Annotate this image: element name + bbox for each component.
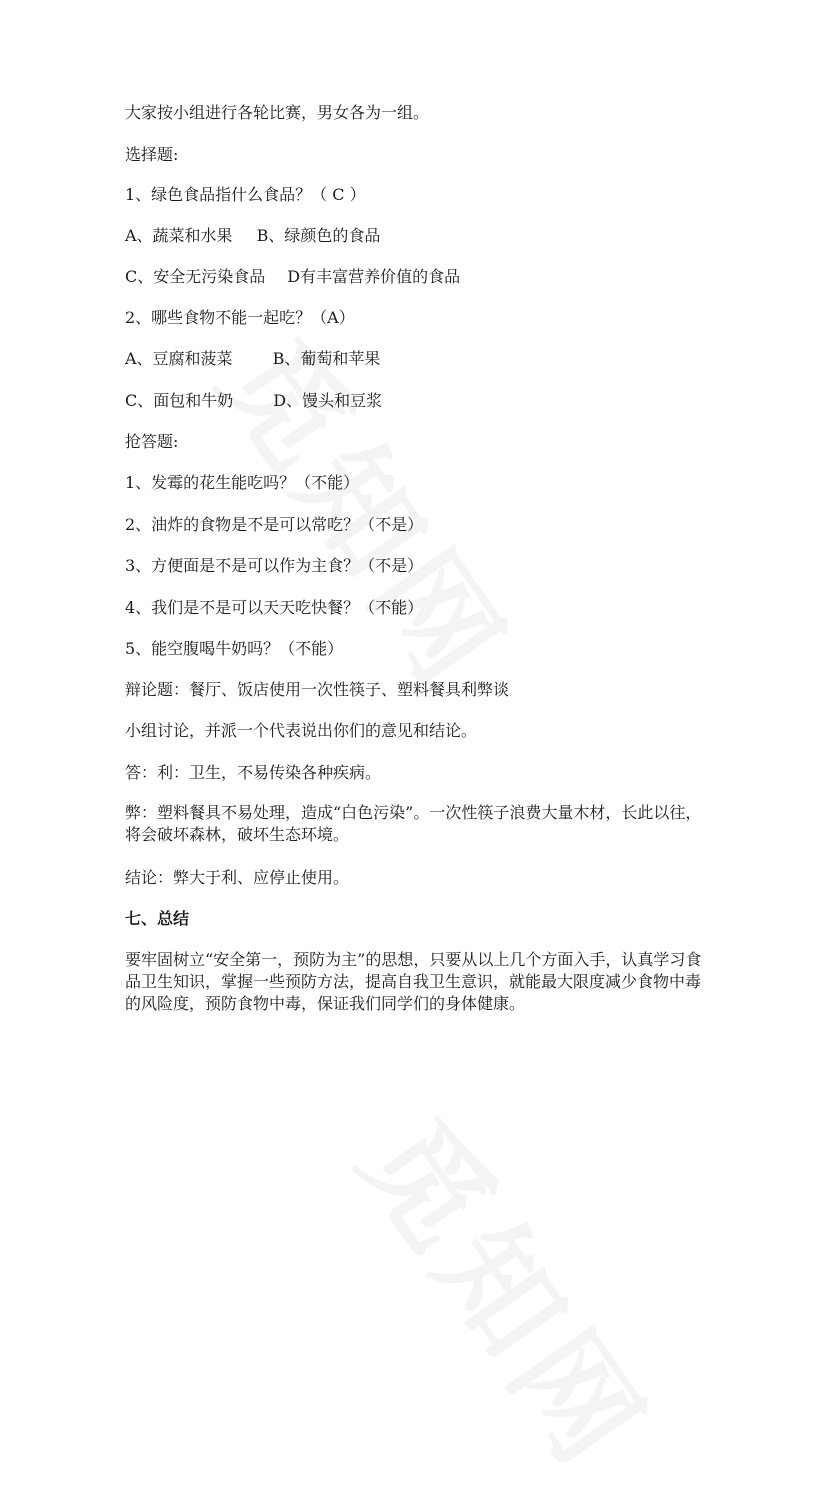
debate-cons: 弊：塑料餐具不易处理，造成“白色污染”。一次性筷子浪费大量木材，长此以往，将会破坏森林，破坏生态环境。 <box>125 803 702 844</box>
choice-q2-options-ab <box>125 348 380 370</box>
quick-heading: 抢答题: <box>125 432 179 451</box>
choice-heading: 选择题: <box>125 145 179 164</box>
watermark-bottom <box>329 1080 694 1498</box>
quick-item-3: 3、方便面是不是可以作为主食？（不是） <box>125 556 424 575</box>
quick-item-4: 4、我们是不是可以天天吃快餐？（不能） <box>125 598 424 617</box>
choice-q2-option-d: D、馒头和豆浆 <box>273 391 383 410</box>
choice-q2: 2、哪些食物不能一起吃？（A） <box>125 308 355 327</box>
quick-item-5: 5、能空腹喝牛奶吗？（不能） <box>125 639 344 658</box>
choice-q1-option-d: D有丰富营养价值的食品 <box>287 267 461 286</box>
choice-q1-option-b: B、绿颜色的食品 <box>256 226 381 245</box>
choice-q2-option-c: C、面包和牛奶 <box>125 391 234 410</box>
summary-text: 要牢固树立“安全第一，预防为主”的思想，只要从以上几个方面入手，认真学习食品卫生知识，掌握一些预防方法，提高自我卫生意识，就能最大限度减少食物中毒的风险度，预防食物中毒，保证我们同学们的身体健康。 <box>125 950 702 1013</box>
summary-heading: 七、总结 <box>125 909 190 928</box>
choice-q1-options-ab <box>125 225 380 247</box>
choice-q1: 1、绿色食品指什么食品？（ C ） <box>125 185 366 204</box>
quick-item-2: 2、油炸的食物是不是可以常吃？（不是） <box>125 515 424 534</box>
debate-conclusion: 结论：弊大于利、应停止使用。 <box>125 868 350 887</box>
choice-q1-option-c: C、安全无污染食品 <box>125 267 266 286</box>
choice-q2-options-cd <box>125 390 382 412</box>
choice-q2-option-b: B、葡萄和苹果 <box>272 349 381 368</box>
choice-q2-option-a: A、豆腐和菠菜 <box>125 349 233 368</box>
choice-q1-options-cd <box>125 266 460 288</box>
choice-q1-option-a: A、蔬菜和水果 <box>125 226 233 245</box>
debate-pros: 答：利：卫生，不易传染各种疾病。 <box>125 763 382 782</box>
intro-text: 大家按小组进行各轮比赛，男女各为一组。 <box>125 103 430 122</box>
debate-instruction: 小组讨论，并派一个代表说出你们的意见和结论。 <box>125 721 478 740</box>
debate-title: 辩论题：餐厅、饭店使用一次性筷子、塑料餐具利弊谈 <box>125 680 510 699</box>
quick-item-1: 1、发霉的花生能吃吗？（不能） <box>125 473 360 492</box>
